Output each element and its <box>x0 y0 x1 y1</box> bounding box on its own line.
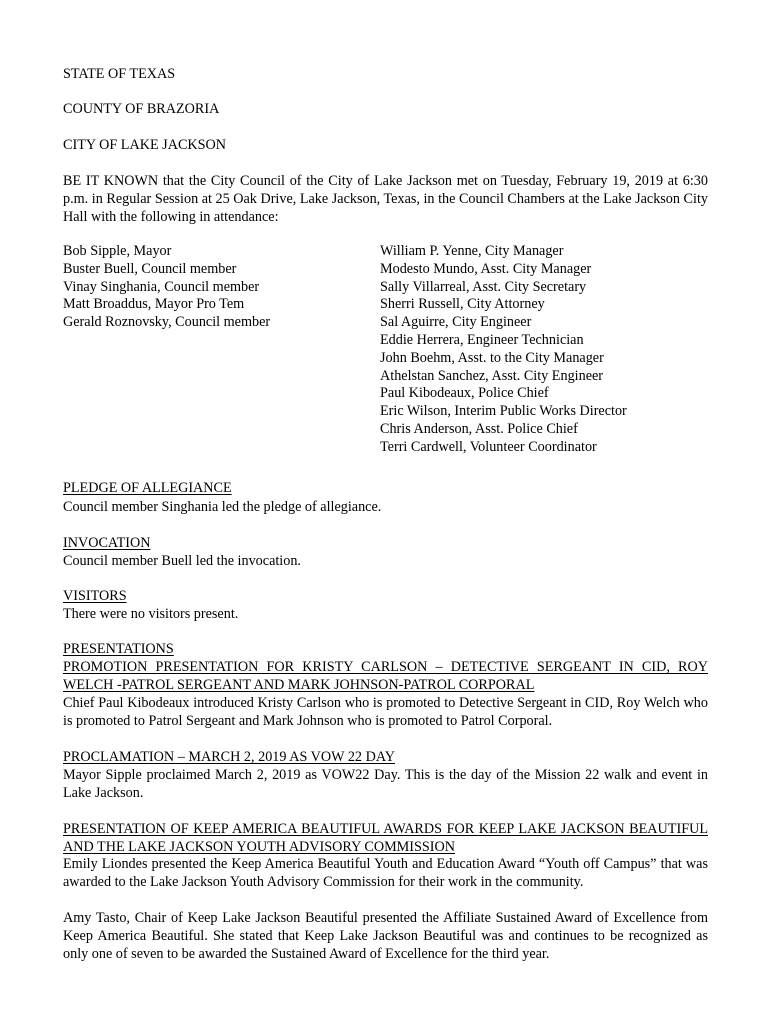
attendee-staff: Sherri Russell, City Attorney <box>380 296 545 313</box>
pledge-heading: PLEDGE OF ALLEGIANCE <box>63 480 232 496</box>
visitors-heading: VISITORS <box>63 588 127 604</box>
attendee-staff: Eddie Herrera, Engineer Technician <box>380 331 584 348</box>
promotion-text: Chief Paul Kibodeaux introduced Kristy Carlson who is promoted to Detective Sergeant in CID, Roy Welch who is promoted to Patrol Sergeant and Mark Johnson who is promoted to Patrol Corporal. <box>63 695 708 729</box>
attendee-staff: John Boehm, Asst. to the City Manager <box>380 349 604 366</box>
kab-heading: PRESENTATION OF KEEP AMERICA BEAUTIFUL AWARDS FOR KEEP LAKE JACKSON BEAUTIFUL AND THE LAKE JACKSON YOUTH ADVISORY COMMISSION <box>63 821 708 855</box>
attendee-staff: Terri Cardwell, Volunteer Coordinator <box>380 438 597 455</box>
attendee-council: Vinay Singhania, Council member <box>63 278 260 295</box>
kab-text-2: Amy Tasto, Chair of Keep Lake Jackson Beautiful presented the Affiliate Sustained Award of Excellence from Keep America Beautiful. She stated that Keep Lake Jackson Beautiful was and continues to be recognized as only one of seven to be awarded the Sustained Award of Excellence for the third year. <box>63 910 708 962</box>
attendee-staff: Modesto Mundo, Asst. City Manager <box>380 260 592 277</box>
attendee-council: Gerald Roznovsky, Council member <box>63 314 271 331</box>
proclamation-heading: PROCLAMATION – MARCH 2, 2019 AS VOW 22 DAY <box>63 749 396 765</box>
council-attendance-list <box>63 243 363 332</box>
intro-paragraph: BE IT KNOWN that the City Council of the City of Lake Jackson met on Tuesday, February 19, 2019 at 6:30 p.m. in Regular Session at 25 Oak Drive, Lake Jackson, Texas, in the Council Chambers at the Lake Jackson City Hall with the following in attendance: <box>63 173 708 225</box>
attendee-staff: Athelstan Sanchez, Asst. City Engineer <box>380 367 604 384</box>
visitors-text: There were no visitors present. <box>63 606 239 622</box>
pledge-text: Council member Singhania led the pledge of allegiance. <box>63 499 382 515</box>
attendee-staff: Eric Wilson, Interim Public Works Director <box>380 403 627 420</box>
proclamation-text: Mayor Sipple proclaimed March 2, 2019 as VOW22 Day. This is the day of the Mission 22 walk and event in Lake Jackson. <box>63 767 708 801</box>
attendee-council: Matt Broaddus, Mayor Pro Tem <box>63 296 245 313</box>
attendee-staff: Paul Kibodeaux, Police Chief <box>380 385 549 402</box>
attendee-staff: Chris Anderson, Asst. Police Chief <box>380 420 578 437</box>
presentations-heading: PRESENTATIONS <box>63 641 174 657</box>
city-heading: CITY OF LAKE JACKSON <box>63 137 227 153</box>
attendee-staff: Sally Villarreal, Asst. City Secretary <box>380 278 587 295</box>
state-heading: STATE OF TEXAS <box>63 66 176 82</box>
attendee-council: Bob Sipple, Mayor <box>63 243 172 259</box>
attendee-staff: William P. Yenne, City Manager <box>380 243 564 259</box>
invocation-heading: INVOCATION <box>63 535 151 551</box>
kab-text-1: Emily Liondes presented the Keep America Beautiful Youth and Education Award “Youth off Campus” that was awarded to the Lake Jackson Youth Advisory Commission for their work in the community. <box>63 856 708 890</box>
invocation-text: Council member Buell led the invocation. <box>63 553 301 569</box>
promotion-heading: PROMOTION PRESENTATION FOR KRISTY CARLSON – DETECTIVE SERGEANT IN CID, ROY WELCH -PATROL SERGEANT AND MARK JOHNSON-PATROL CORPORAL <box>63 659 708 693</box>
attendee-staff: Sal Aguirre, City Engineer <box>380 314 532 331</box>
staff-attendance-list <box>380 243 710 457</box>
county-heading: COUNTY OF BRAZORIA <box>63 101 220 117</box>
attendee-council: Buster Buell, Council member <box>63 260 237 277</box>
